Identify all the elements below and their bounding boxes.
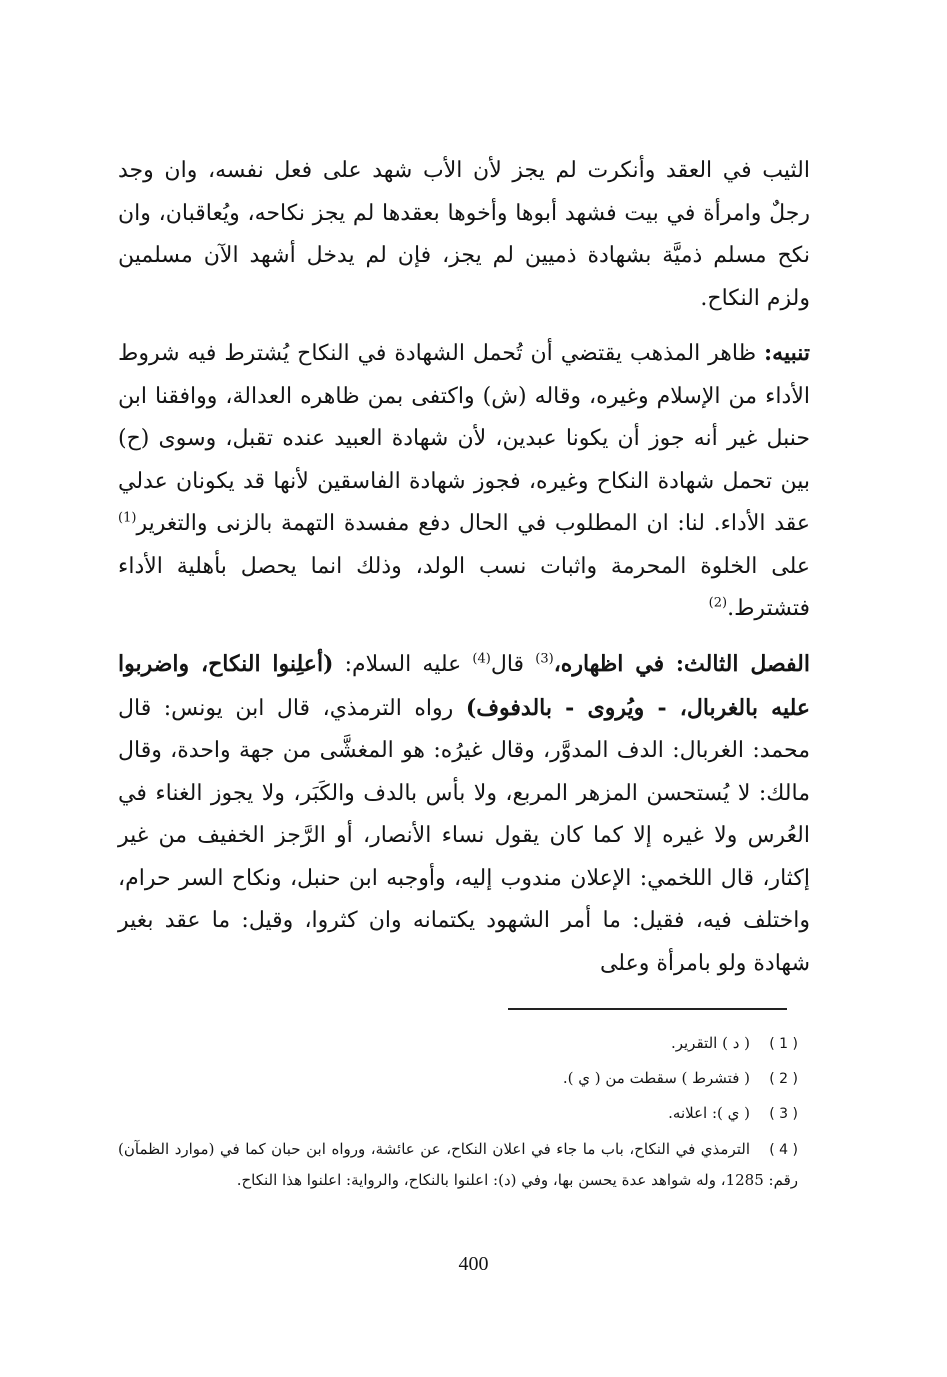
paragraph-1-text: الثيب في العقد وأنكرت لم يجز لأن الأب شهد على فعل نفسه، وان وجد رجلٌ وامرأة في بيت فشهد أبوها وأخوها بعقدها لم يجز نكاحه، ويُعاقبان، وان نكح مسلم ذميَّة بشهادة ذميين لم يجز، فإن لم يدخل أشهد الآن مسلمين ولزم النكاح. — [118, 158, 810, 311]
hadith-quote: (أعلِنوا النكاح، واضربوا عليه بالغربال، - ويُروى - بالدفوف) — [118, 651, 811, 721]
paragraph-3-body: رواه الترمذي، قال ابن يونس: قال محمد: الغربال: الدف المدوَّر، وقال غيرُه: هو المغشَّى من جهة واحدة، وقال مالك: لا يُستحسن المزهر المربع، ولا بأس بالدف والكَبَر، ولا يجوز الغناء في العُرس ولا غيره إلا كما كان يقول نساء الأنصار، أو الرَّجز الخفيف من غير إكثار، قال اللخمي: الإعلان مندوب إليه، وأوجبه ابن حنبل، ونكاح السر حرام، واختلف فيه، فقيل: ما أمر الشهود يكتمانه وان كثروا، وقيل: ما عقد بغير شهادة ولو بامرأة وعلى — [118, 695, 811, 976]
footnote-1 — [118, 1028, 798, 1059]
footnote-text: ( فتشرط ) سقطت من ( ي ). — [562, 1069, 750, 1087]
paragraph-2-text — [118, 332, 810, 631]
paragraph-3-text — [118, 643, 810, 985]
note-label: تنبيه: — [764, 340, 810, 366]
footnote-ref-4: (4) — [472, 651, 491, 667]
paragraph-2-body-cont: على الخلوة المحرمة واثبات نسب الولد، وذلك انما يحصل بأهلية الأداء فتشترط. — [118, 553, 810, 621]
footnote-number: ( 4 ) — [769, 1142, 798, 1158]
section-heading: الفصل الثالث: في اظهاره، — [553, 651, 810, 677]
footnote-separator — [508, 1008, 787, 1010]
paragraph-2 — [118, 332, 810, 631]
footnote-text: ( ي ): اعلانه. — [668, 1104, 750, 1122]
footnote-ref-1: (1) — [118, 510, 137, 526]
footnote-text: الترمذي في النكاح، باب ما جاء في اعلان النكاح، عن عائشة، ورواه ابن حبان كما في (موارد الظمآن) رقم: 1285، وله شواهد عدة يحسن بها، وفي (د): اعلنوا بالنكاح، والرواية: اعلنوا هذا النكاح. — [118, 1140, 798, 1189]
said-word: قال — [490, 652, 525, 677]
footnote-3 — [118, 1098, 798, 1129]
paragraph-2-body: ظاهر المذهب يقتضي أن تُحمل الشهادة في النكاح يُشترط فيه شروط الأداء من الإسلام وغيره، وقاله (ش) واكتفى بمن ظاهره العدالة، ووافقنا ابن حنبل غير أنه جوز أن يكونا عبدين، لأن شهادة العبيد عنده تقبل، وسوى (ح) بين تحمل شهادة النكاح وغيره، فجوز شهادة الفاسقين لأنها قد يكونان عدلي عقد الأداء. لنا: ان المطلوب في الحال دفع مفسدة التهمة بالزنى والتغرير — [118, 341, 810, 536]
footnote-ref-2: (2) — [708, 595, 728, 611]
footnote-4 — [118, 1134, 798, 1195]
salutation: عليه السلام: — [344, 652, 462, 677]
paragraph-3 — [118, 643, 810, 985]
page-number: 400 — [458, 1253, 489, 1275]
footnote-number: ( 2 ) — [769, 1071, 798, 1087]
footnote-text: ( د ) التقرير. — [670, 1034, 750, 1052]
footnote-number: ( 3 ) — [769, 1106, 798, 1122]
footnote-2 — [118, 1063, 798, 1094]
footnote-number: ( 1 ) — [769, 1036, 798, 1052]
paragraph-1 — [118, 150, 810, 320]
footnote-ref-3: (3) — [535, 651, 554, 667]
